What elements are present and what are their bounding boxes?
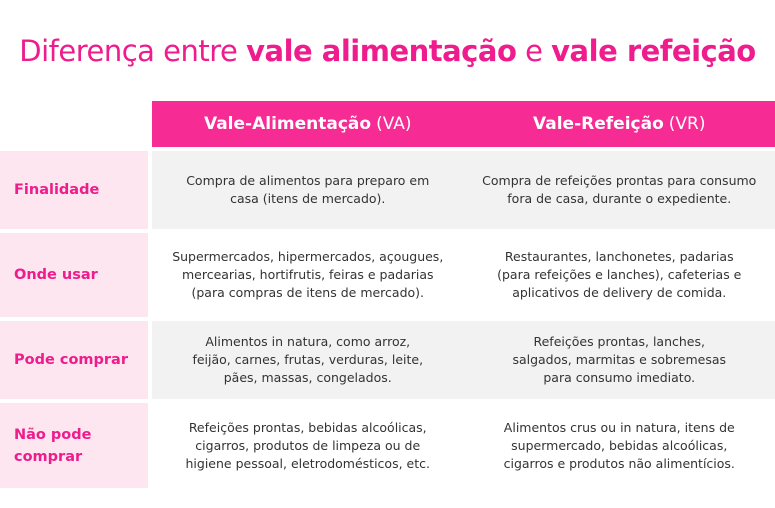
cell-vr	[464, 233, 775, 317]
row-label-pode-comprar	[0, 321, 148, 399]
header-vr-abbr: (VR)	[668, 114, 706, 134]
header-vr	[464, 101, 775, 147]
cell-vr	[464, 321, 775, 399]
table-header	[152, 101, 775, 147]
header-va-name: Vale-Alimentação	[203, 114, 372, 134]
cell-vr	[464, 151, 775, 229]
cell-text: Refeições prontas, lanches, salgados, marmitas e sobremesas para consumo imediato.	[512, 334, 727, 385]
table-row	[152, 151, 775, 229]
cell-text: Alimentos crus ou in natura, itens de supermercado, bebidas alcoólicas, cigarros e produtos não alimentícios.	[503, 419, 735, 471]
cell-text: Compra de refeições prontas para consumo fora de casa, durante o expediente.	[482, 173, 757, 206]
cell-vr	[464, 403, 775, 488]
row-label-finalidade	[0, 151, 148, 229]
cell-va	[152, 233, 464, 317]
cell-text: Supermercados, hipermercados, açougues, mercearias, hortifrutis, feiras e padarias (para compras de itens de mercado).	[172, 249, 444, 300]
row-label-onde-usar	[0, 233, 148, 317]
cell-va	[152, 321, 464, 399]
header-va-abbr: (VA)	[376, 114, 412, 134]
title-highlight-va: vale alimentação	[246, 34, 517, 68]
title-part-1: Diferença entre	[19, 34, 247, 68]
cell-text: Restaurantes, lanchonetes, padarias (para refeições e lanches), cafeterias e aplicativos de delivery de comida.	[497, 249, 742, 300]
table-row	[152, 233, 775, 317]
row-label-text: Finalidade	[14, 182, 100, 198]
header-vr-name: Vale-Refeição	[533, 114, 664, 134]
cell-va	[152, 151, 464, 229]
title-part-3: e	[516, 34, 552, 68]
cell-text: Refeições prontas, bebidas alcoólicas, cigarros, produtos de limpeza ou de higiene pessoal, eletrodomésticos, etc.	[185, 419, 430, 471]
table-row	[152, 403, 775, 488]
header-va	[152, 101, 464, 147]
cell-text: Alimentos in natura, como arroz, feijão, carnes, frutas, verduras, leite, pães, massas, congelados.	[192, 334, 424, 385]
table-row	[152, 321, 775, 399]
cell-text: Compra de alimentos para preparo em casa (itens de mercado).	[186, 173, 430, 206]
cell-va	[152, 403, 464, 488]
row-label-text: Onde usar	[14, 267, 98, 283]
page-title	[0, 34, 775, 68]
row-label-text: Não pode comprar	[14, 426, 92, 465]
row-label-text: Pode comprar	[14, 352, 128, 368]
title-highlight-vr: vale refeição	[551, 34, 756, 68]
row-label-nao-pode-comprar	[0, 403, 148, 488]
